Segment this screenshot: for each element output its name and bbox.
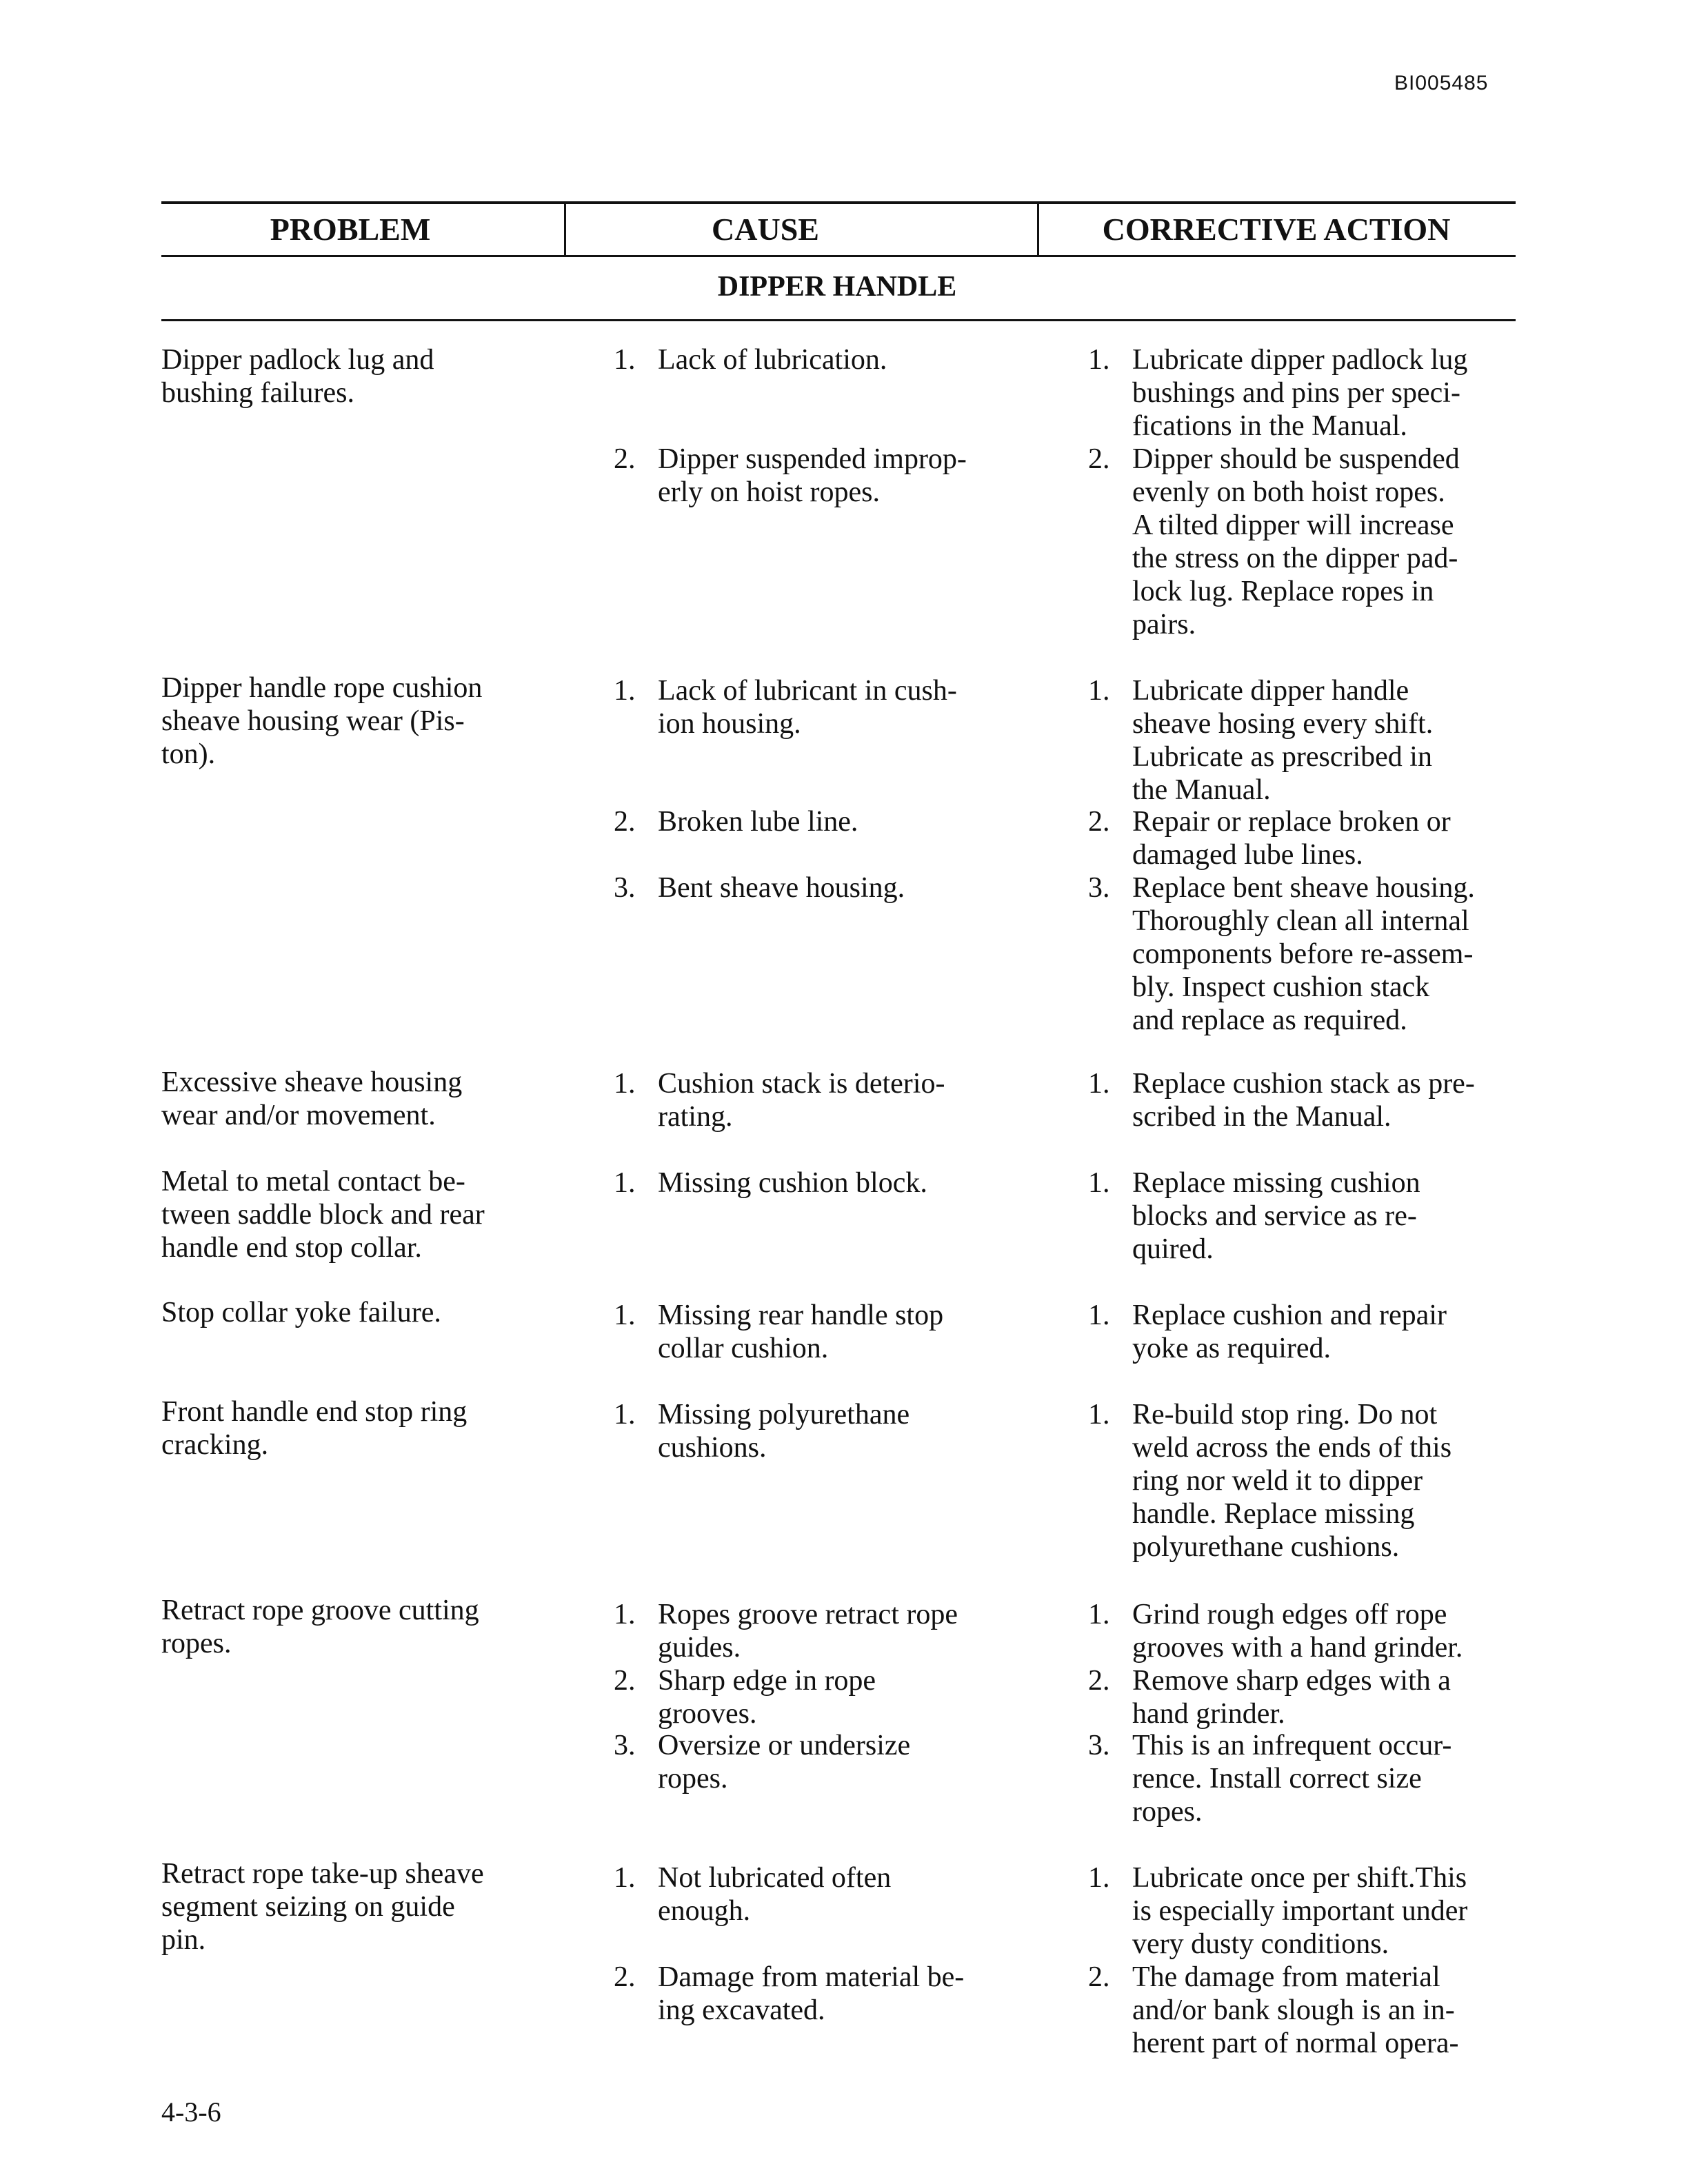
cause-item-text: Missing cushion block. [658, 1167, 927, 1199]
problem-cell: Retract rope groove cutting ropes. [161, 1595, 479, 1659]
cause-item-number: 1. [614, 1167, 636, 1199]
cause-item-number: 2. [614, 1665, 636, 1697]
action-item-text: This is an infrequent occur- rence. Install correct size ropes. [1132, 1730, 1452, 1828]
problem-cell: Dipper handle rope cushion sheave housing wear (Pis- ton). [161, 672, 483, 770]
action-item-number: 2. [1088, 1961, 1110, 1993]
action-item-text: Lubricate once per shift.This is especially important under very dusty conditions. [1132, 1862, 1468, 1960]
action-item-text: Grind rough edges off rope grooves with a hand grinder. [1132, 1599, 1463, 1664]
action-item-text: Lubricate dipper handle sheave hosing every shift. Lubricate as prescribed in the Manual. [1132, 675, 1434, 806]
action-item-number: 1. [1088, 1399, 1110, 1430]
action-item-number: 2. [1088, 443, 1110, 475]
action-item-number: 1. [1088, 1300, 1110, 1331]
cause-item-number: 2. [614, 806, 636, 838]
action-item-number: 1. [1088, 675, 1110, 707]
action-item-text: Replace cushion and repair yoke as required. [1132, 1300, 1447, 1364]
cause-item-text: Broken lube line. [658, 806, 858, 838]
action-item-text: Replace missing cushion blocks and service as re- quired. [1132, 1167, 1420, 1265]
action-item-text: Remove sharp edges with a hand grinder. [1132, 1665, 1451, 1730]
cause-item-text: Missing rear handle stop collar cushion. [658, 1300, 944, 1364]
action-item-text: The damage from material and/or bank slough is an in- herent part of normal opera- [1132, 1961, 1459, 2059]
cause-item-number: 1. [614, 344, 636, 376]
problem-cell: Stop collar yoke failure. [161, 1297, 441, 1328]
problem-cell: Dipper padlock lug and bushing failures. [161, 344, 434, 409]
action-item-text: Replace bent sheave housing. Thoroughly clean all internal components before re-assem- bly. Inspect cushion stack and replace as required. [1132, 872, 1475, 1036]
header-divider [564, 203, 566, 256]
header-problem: PROBLEM [270, 212, 431, 247]
document-id: BI005485 [1394, 72, 1489, 94]
cause-item-number: 1. [614, 1399, 636, 1430]
action-item-number: 1. [1088, 1862, 1110, 1894]
action-item-number: 2. [1088, 1665, 1110, 1697]
table-header [161, 203, 1516, 256]
cause-item-number: 1. [614, 675, 636, 707]
problem-cell: Retract rope take-up sheave segment seizing on guide pin. [161, 1858, 484, 1956]
action-item-number: 2. [1088, 806, 1110, 838]
cause-item-number: 1. [614, 1862, 636, 1894]
header-corrective-action: CORRECTIVE ACTION [1102, 212, 1451, 247]
problem-cell: Excessive sheave housing wear and/or movement. [161, 1066, 463, 1131]
cause-item-text: Oversize or undersize ropes. [658, 1730, 911, 1794]
action-item-text: Re-build stop ring. Do not weld across the ends of this ring nor weld it to dipper handle. Replace missing polyurethane cushions. [1132, 1399, 1452, 1563]
cause-item-number: 1. [614, 1300, 636, 1331]
action-item-text: Dipper should be suspended evenly on both hoist ropes. A tilted dipper will increase the stress on the dipper pad- lock lug. Replace ropes in pairs. [1132, 443, 1460, 640]
cause-item-number: 3. [614, 1730, 636, 1761]
section-rule [161, 319, 1516, 321]
page-number: 4-3-6 [161, 2096, 221, 2127]
cause-item-text: Not lubricated often enough. [658, 1862, 892, 1927]
action-item-number: 3. [1088, 872, 1110, 904]
cause-item-text: Lack of lubricant in cush- ion housing. [658, 675, 957, 740]
section-title: DIPPER HANDLE [717, 271, 957, 303]
cause-item-text: Ropes groove retract rope guides. [658, 1599, 958, 1664]
problem-cell: Metal to metal contact be- tween saddle block and rear handle end stop collar. [161, 1166, 485, 1264]
action-item-number: 1. [1088, 1599, 1110, 1630]
action-item-text: Lubricate dipper padlock lug bushings and pins per speci- fications in the Manual. [1132, 344, 1468, 442]
problem-cell: Front handle end stop ring cracking. [161, 1396, 468, 1461]
cause-item-text: Damage from material be- ing excavated. [658, 1961, 965, 2026]
cause-item-number: 1. [614, 1068, 636, 1100]
action-item-number: 3. [1088, 1730, 1110, 1761]
cause-item-text: Dipper suspended improp- erly on hoist ropes. [658, 443, 967, 508]
cause-item-text: Sharp edge in rope grooves. [658, 1665, 876, 1730]
action-item-text: Replace cushion stack as pre- scribed in the Manual. [1132, 1068, 1475, 1133]
action-item-number: 1. [1088, 344, 1110, 376]
header-cause: CAUSE [712, 212, 819, 247]
cause-item-text: Bent sheave housing. [658, 872, 905, 904]
header-divider [1037, 203, 1039, 256]
action-item-text: Repair or replace broken or damaged lube lines. [1132, 806, 1451, 871]
cause-item-text: Cushion stack is deterio- rating. [658, 1068, 945, 1133]
cause-item-number: 2. [614, 1961, 636, 1993]
cause-item-number: 3. [614, 872, 636, 904]
cause-item-number: 1. [614, 1599, 636, 1630]
action-item-number: 1. [1088, 1068, 1110, 1100]
action-item-number: 1. [1088, 1167, 1110, 1199]
cause-item-text: Missing polyurethane cushions. [658, 1399, 910, 1464]
cause-item-number: 2. [614, 443, 636, 475]
header-bottom-rule [161, 255, 1516, 257]
cause-item-text: Lack of lubrication. [658, 344, 887, 376]
